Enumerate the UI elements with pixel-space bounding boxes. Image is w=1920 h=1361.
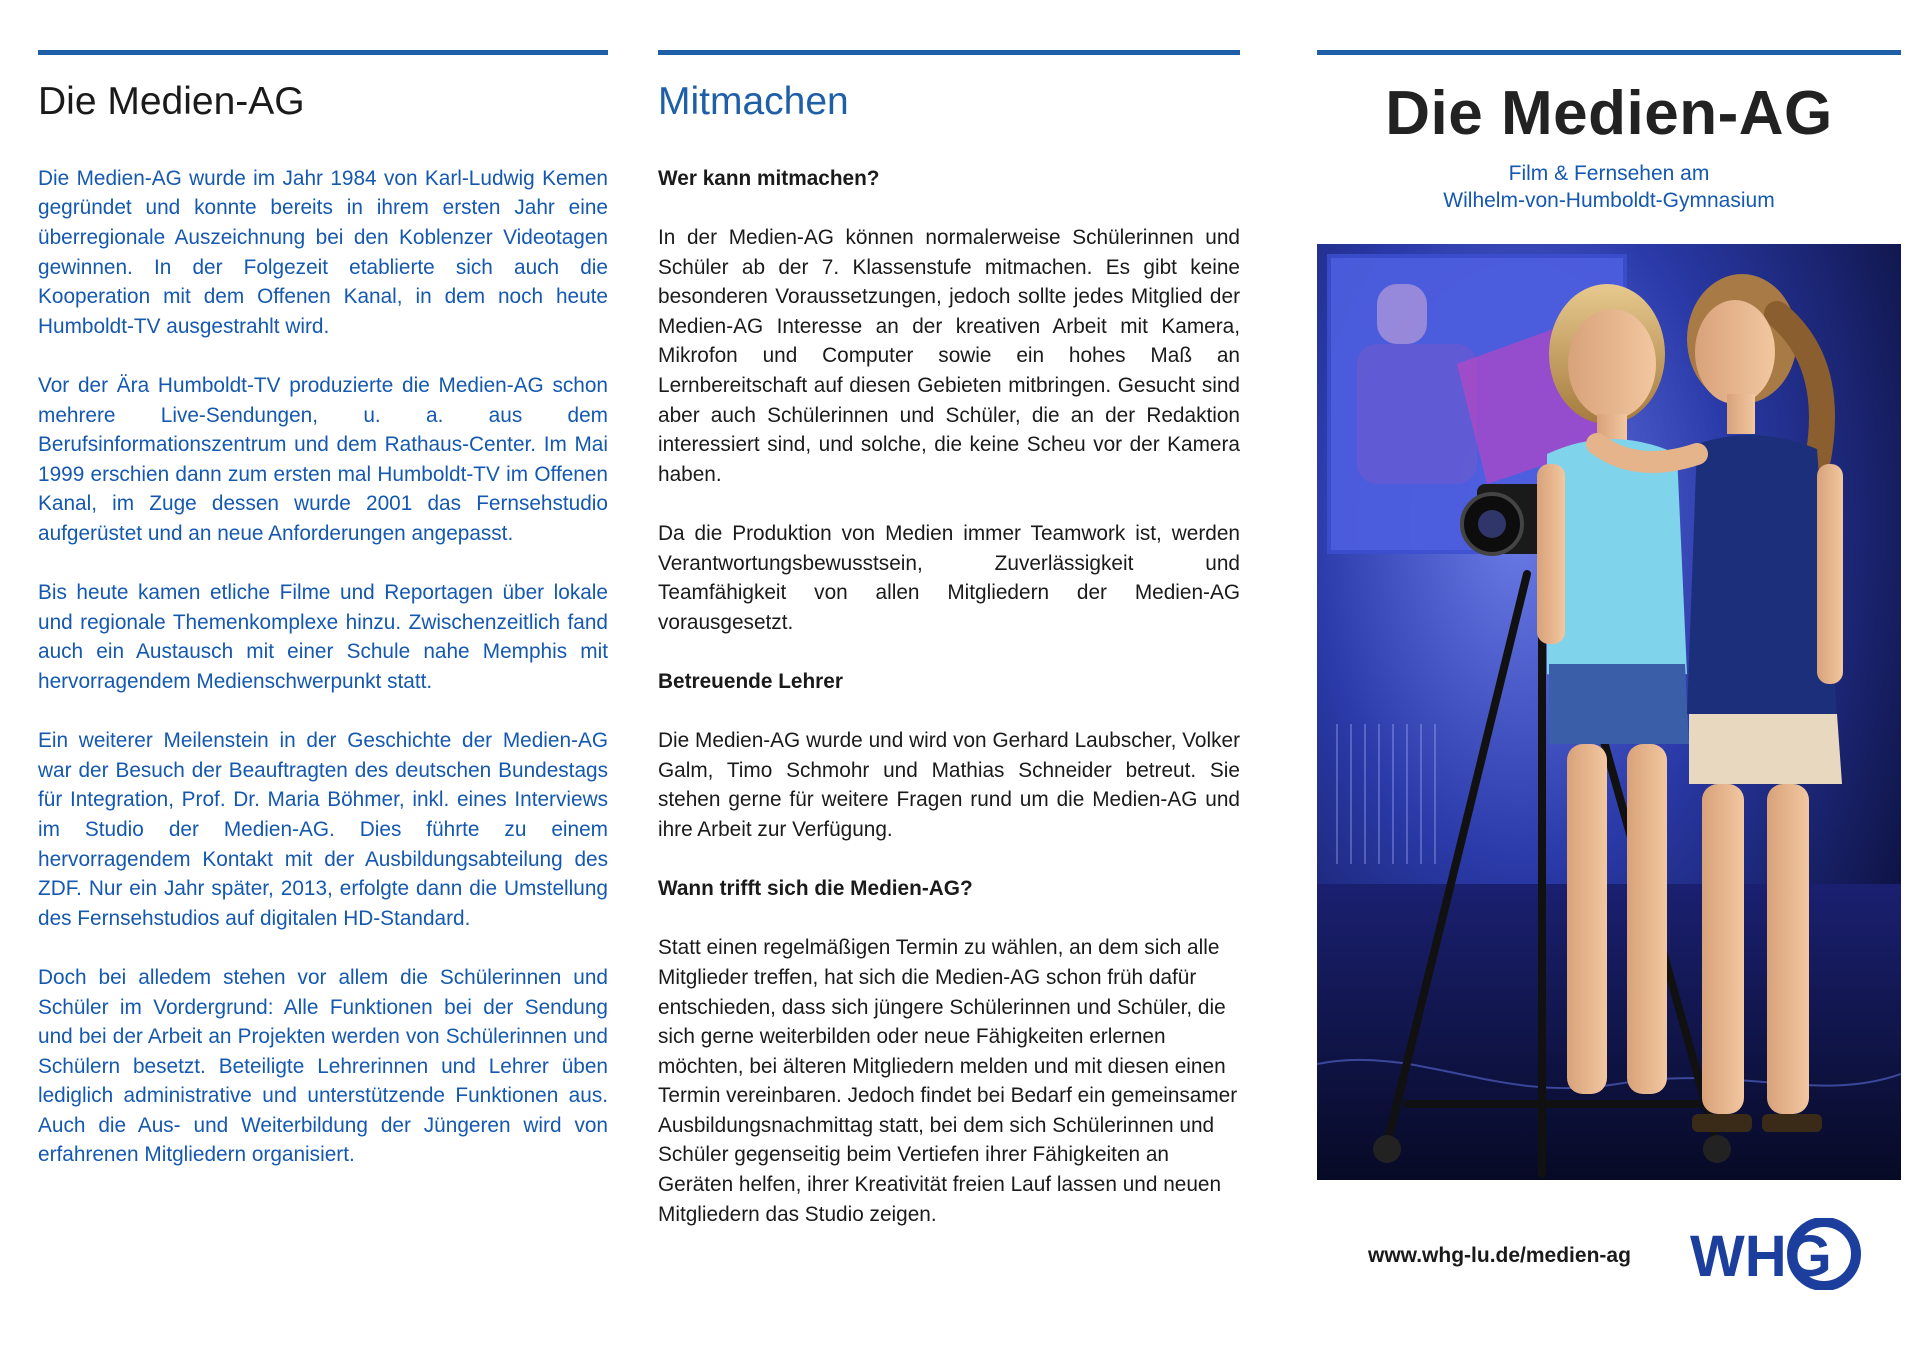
- history-paragraph-4: Ein weiterer Meilenstein in der Geschichte der Medien-AG war der Besuch der Beauftragten des deutschen Bundestags für Integration, Prof. Dr. Maria Böhmer, inkl. eines Interviews im Studio der Medien-AG. Dies führte zu einem hervorragendem Kontakt mit der Ausbildungsabteilung des ZDF. Nur ein Jahr später, 2013, erfolgte dann die Umstellung des Fernsehstudios auf digitalen HD-Standard.: [38, 729, 608, 930]
- whg-logo: [1688, 1218, 1868, 1290]
- section-when-paragraph: Statt einen regelmäßigen Termin zu wählen, an dem sich alle Mitglieder treffen, hat sich die Medien-AG schon früh dafür entschieden, dass sich jüngere Schülerinnen und Schüler, die sich gerne weiterbilden oder neue Fähigkeiten erlernen möchten, bei älteren Mitgliedern melden und mit diesen einen Termin vereinbaren. Jedoch findet bei Bedarf ein gemeinsamer Ausbildungsnachmittag statt, bei dem sich Schülerinnen und Schüler gegenseitig beim Vertiefen ihrer Fähigkeiten an Geräten helfen, ihrer Kreativität freien Lauf lassen und neuen Mitgliedern das Studio zeigen.: [658, 936, 1238, 1226]
- join-column: [658, 55, 1240, 1259]
- studio-photo: [1317, 244, 1901, 1180]
- section-heading-teachers: Betreuende Lehrer: [658, 669, 843, 693]
- join-title: Mitmachen: [658, 80, 849, 123]
- section-who-paragraph-1: In der Medien-AG können normalerweise Schülerinnen und Schüler ab der 7. Klassenstufe mitmachen. Es gibt keine besonderen Voraussetzungen, jedoch sollte jedes Mitglied der Medien-AG Interesse an der kreativen Arbeit mit Kamera, Mikrofon und Computer sowie ein hohes Maß an Lernbereitschaft auf diesen Gebieten mitbringen. Gesucht sind aber auch Schülerinnen und Schüler, die an der Redaktion interessiert sind, und solche, die keine Scheu vor der Kamera haben.: [658, 226, 1240, 486]
- history-paragraph-1: Die Medien-AG wurde im Jahr 1984 von Karl-Ludwig Kemen gegründet und konnte bereits in ihrem ersten Jahr eine überregionale Auszeichnung bei den Koblenzer Videotagen gewinnen. In der Folgezeit etablierte sich auch die Kooperation mit dem Offenen Kanal, in dem noch heute Humboldt-TV ausgestrahlt wird.: [38, 166, 608, 338]
- cover-subtitle-line-1: Film & Fernsehen am: [1508, 162, 1710, 186]
- section-heading-when: Wann trifft sich die Medien-AG?: [658, 877, 973, 901]
- cover-subtitle-line-2: Wilhelm-von-Humboldt-Gymnasium: [1443, 189, 1775, 213]
- cover-column: [1317, 55, 1901, 230]
- section-who-paragraph-2: Da die Produktion von Medien immer Teamwork ist, werden Verantwortungsbewusstsein, Zuverlässigkeit und Teamfähigkeit von allen Mitgliedern der Medien-AG vorausgesetzt.: [658, 522, 1240, 634]
- section-teachers-paragraph: Die Medien-AG wurde und wird von Gerhard Laubscher, Volker Galm, Timo Schmohr und Mathias Schneider betreut. Sie stehen gerne für weitere Fragen rund um die Medien-AG und ihre Arbeit zur Verfügung.: [658, 729, 1240, 841]
- cover-subtitle: [1317, 160, 1901, 214]
- history-paragraph-2: Vor der Ära Humboldt-TV produzierte die Medien-AG schon mehrere Live-Sendungen, u. a. aus dem Berufsinformationszentrum und dem Rathaus-Center. Im Mai 1999 erschien dann zum ersten mal Humboldt-TV im Offenen Kanal, im Zuge dessen wurde 2001 das Fernsehstudio aufgerüstet und an neue Anforderungen angepasst.: [38, 374, 608, 546]
- svg-text:WHG: WHG: [1690, 1224, 1832, 1289]
- history-column: [38, 55, 608, 1200]
- history-paragraph-3: Bis heute kamen etliche Filme und Reportagen über lokale und regionale Themenkomplexe hinzu. Zwischenzeitlich fand auch ein Austausch mit einer Schule nahe Memphis mit hervorragendem Medienschwerpunkt statt.: [38, 581, 608, 693]
- history-paragraph-5: Doch bei alledem stehen vor allem die Schülerinnen und Schüler im Vordergrund: Alle Funktionen bei der Sendung und bei der Arbeit an Projekten werden von Schülerinnen und Schülern besetzt. Beteiligte Lehrerinnen und Lehrer üben lediglich administrative und unterstützende Funktionen aus. Auch die Aus- und Weiterbildung der Jüngeren wird von erfahrenen Mitgliedern organisiert.: [38, 965, 608, 1167]
- history-title: Die Medien-AG: [38, 80, 305, 123]
- cover-title: Die Medien-AG: [1385, 79, 1833, 148]
- section-heading-who: Wer kann mitmachen?: [658, 166, 880, 190]
- website-url[interactable]: www.whg-lu.de/medien-ag: [1368, 1244, 1631, 1267]
